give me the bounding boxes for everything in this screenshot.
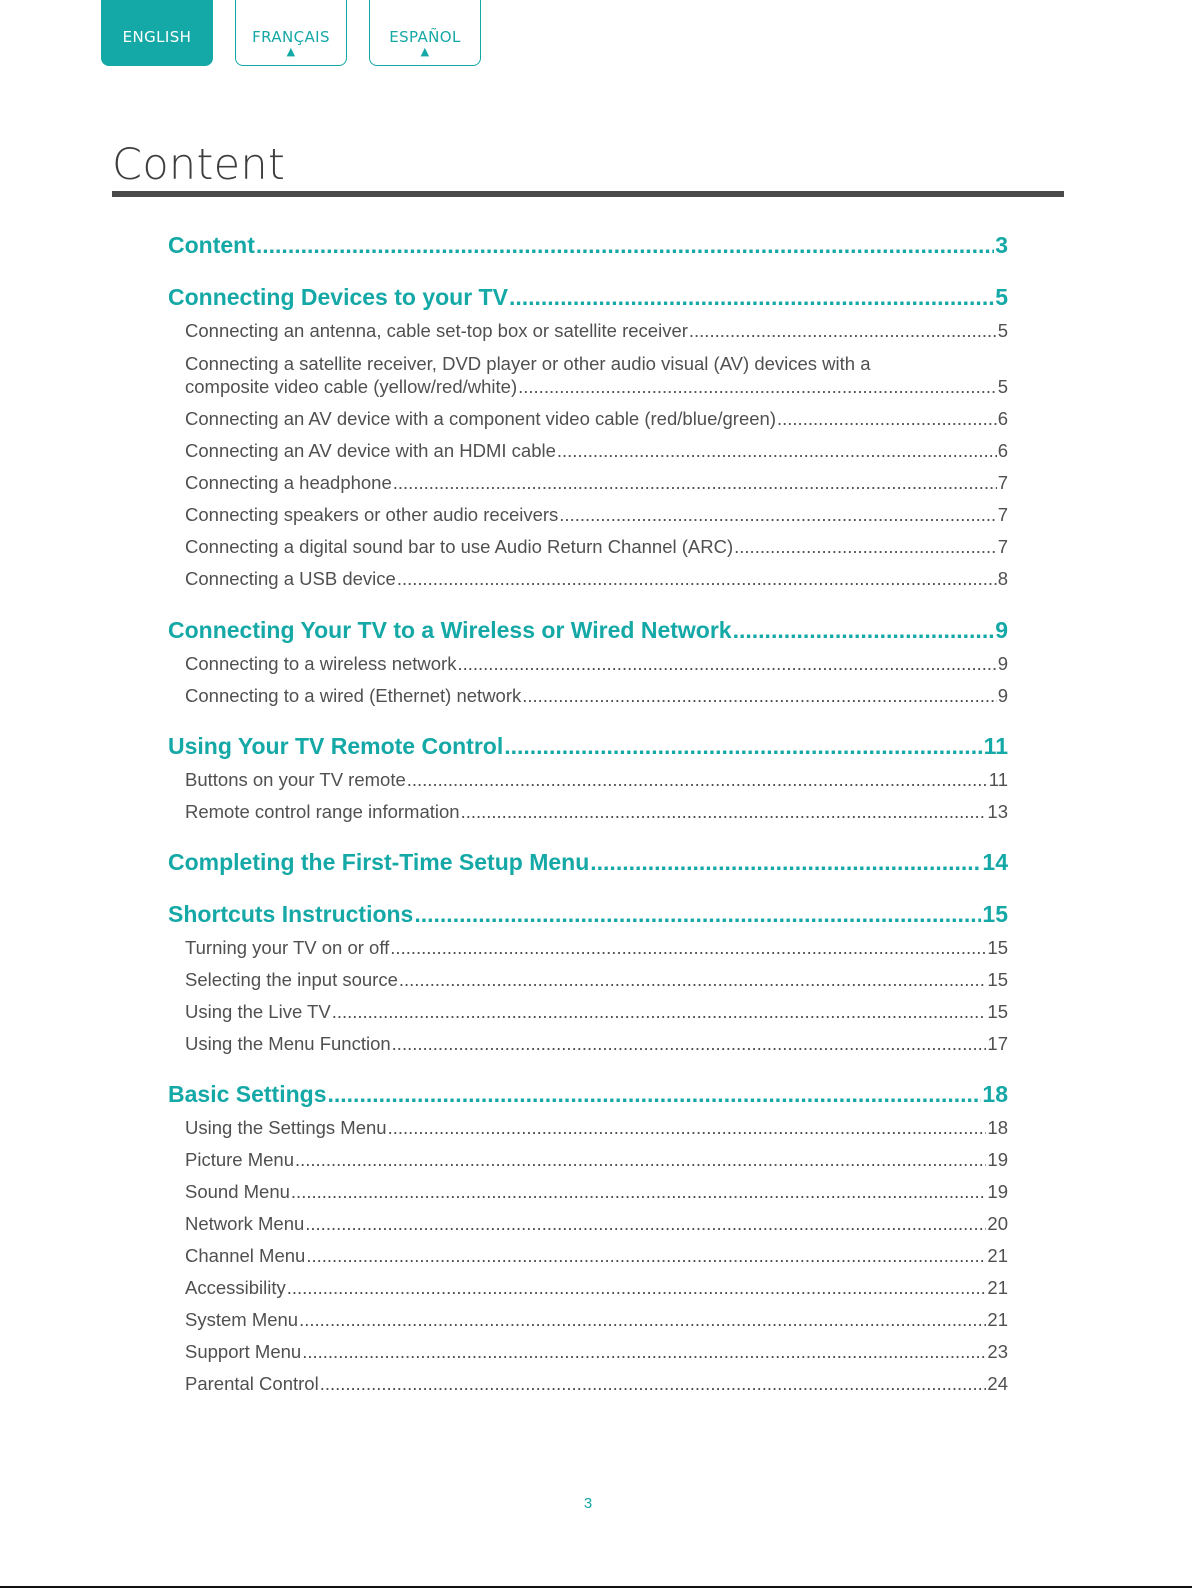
toc-item-title: Buttons on your TV remote (185, 769, 406, 790)
toc-item-page: 19 (987, 1149, 1008, 1170)
toc-section-page: 11 (983, 733, 1008, 759)
dot-leader (518, 376, 997, 398)
toc-item-title: Sound Menu (185, 1181, 290, 1202)
toc-item-page: 8 (997, 568, 1008, 589)
toc-item-page: 9 (997, 685, 1008, 706)
toc-item-title: Using the Menu Function (185, 1033, 391, 1054)
toc-item-link[interactable] (185, 320, 1008, 342)
toc-item-title: Connecting to a wireless network (185, 653, 457, 674)
toc-item-link[interactable] (185, 1277, 1008, 1299)
toc-section-title: Using Your TV Remote Control (168, 733, 504, 759)
toc-item-link[interactable] (185, 769, 1008, 791)
toc-item-page: 5 (997, 376, 1008, 397)
dot-leader (504, 733, 982, 760)
toc-item-title: Remote control range information (185, 801, 460, 822)
toc-section-link[interactable] (168, 1081, 1008, 1108)
toc-section-link[interactable] (168, 901, 1008, 928)
dot-leader (328, 1081, 982, 1108)
toc-item-title: Connecting a USB device (185, 568, 396, 589)
tab-french-label: FRANÇAIS (252, 28, 330, 46)
toc-section-link[interactable] (168, 617, 1008, 644)
dot-leader (390, 937, 986, 959)
toc-item-link[interactable] (185, 653, 1008, 675)
dot-leader (305, 1213, 986, 1235)
toc-item-link[interactable] (185, 685, 1008, 707)
toc-item-link[interactable] (185, 969, 1008, 991)
toc-item-title: Connecting a headphone (185, 472, 392, 493)
dot-leader (733, 617, 995, 644)
toc-item-page: 24 (987, 1373, 1008, 1394)
toc-item-page: 13 (987, 801, 1008, 822)
dot-leader (559, 504, 996, 526)
toc-item-link[interactable] (185, 1341, 1008, 1363)
dot-leader (393, 472, 997, 494)
toc-item-link[interactable] (185, 1181, 1008, 1203)
toc-item-page: 7 (997, 536, 1008, 557)
page-number: 3 (583, 1495, 593, 1512)
toc-section-title: Completing the First-Time Setup Menu (168, 849, 590, 875)
toc-item-title: Support Menu (185, 1341, 302, 1362)
up-arrow-icon: ▲ (420, 45, 430, 58)
toc-item-page: 15 (987, 969, 1008, 990)
toc-section-title: Basic Settings (168, 1081, 327, 1107)
toc-item-title: composite video cable (yellow/red/white) (185, 376, 518, 397)
toc-item-title: Accessibility (185, 1277, 286, 1298)
toc-item-title: Parental Control (185, 1373, 319, 1394)
toc-item-link[interactable] (185, 1245, 1008, 1267)
toc-item-title: Connecting an antenna, cable set-top box or satellite receiver (185, 320, 688, 341)
toc-item-page: 15 (987, 937, 1008, 958)
dot-leader (397, 568, 997, 590)
toc-item-title: Turning your TV on or off (185, 937, 390, 958)
dot-leader (332, 1001, 987, 1023)
toc-item-link[interactable] (185, 536, 1008, 558)
toc-item-link[interactable] (185, 376, 1008, 398)
toc-section-page: 15 (982, 901, 1008, 927)
toc-item-page: 11 (988, 769, 1008, 790)
toc-item-title-line: Connecting a satellite receiver, DVD player or other audio visual (AV) devices with a (185, 353, 871, 374)
toc-item-page: 17 (987, 1033, 1008, 1054)
toc-item-title: Connecting speakers or other audio receivers (185, 504, 559, 525)
toc-section-page: 3 (995, 232, 1008, 258)
toc-section-link[interactable] (168, 849, 1008, 876)
dot-leader (557, 440, 997, 462)
dot-leader (392, 1033, 987, 1055)
toc-item-title: Picture Menu (185, 1149, 294, 1170)
dot-leader (777, 408, 997, 430)
toc-item-page: 21 (987, 1309, 1008, 1330)
toc-section-title: Shortcuts Instructions (168, 901, 414, 927)
toc-item-title: Using the Live TV (185, 1001, 331, 1022)
toc-item-title: Channel Menu (185, 1245, 306, 1266)
dot-leader (407, 769, 988, 791)
toc-item-link[interactable] (185, 1213, 1008, 1235)
toc-section-title: Connecting Devices to your TV (168, 284, 508, 310)
dot-leader (295, 1149, 986, 1171)
toc-item-link[interactable] (185, 1117, 1008, 1139)
toc-item-title: System Menu (185, 1309, 299, 1330)
toc-item-page: 7 (997, 472, 1008, 493)
toc-section-page: 14 (982, 849, 1008, 875)
toc-item-page: 15 (987, 1001, 1008, 1022)
dot-leader (457, 653, 996, 675)
dot-leader (291, 1181, 987, 1203)
toc-item-title: Connecting a digital sound bar to use Audio Return Channel (ARC) (185, 536, 734, 557)
toc-section-page: 9 (995, 617, 1008, 643)
toc-item-link[interactable] (185, 937, 1008, 959)
toc-item-page: 23 (987, 1341, 1008, 1362)
toc-item-title: Connecting to a wired (Ethernet) network (185, 685, 522, 706)
toc-item-page: 9 (997, 653, 1008, 674)
dot-leader (399, 969, 987, 991)
toc-item-page: 21 (987, 1277, 1008, 1298)
up-arrow-icon: ▲ (286, 45, 296, 58)
dot-leader (256, 232, 994, 259)
toc-item-page: 6 (997, 408, 1008, 429)
dot-leader (414, 901, 981, 928)
toc-section-page: 5 (995, 284, 1008, 310)
toc-item-page: 7 (997, 504, 1008, 525)
toc-item-link[interactable] (185, 472, 1008, 494)
toc-section-link[interactable] (168, 232, 1008, 259)
toc-item-page: 21 (987, 1245, 1008, 1266)
dot-leader (306, 1245, 986, 1267)
dot-leader (734, 536, 997, 558)
toc-item-link[interactable] (185, 1001, 1008, 1023)
dot-leader (461, 801, 987, 823)
toc-item-page: 6 (997, 440, 1008, 461)
toc-item-title: Connecting an AV device with an HDMI cable (185, 440, 556, 461)
dot-leader (302, 1341, 986, 1363)
toc-section-page: 18 (982, 1081, 1008, 1107)
dot-leader (287, 1277, 987, 1299)
dot-leader (388, 1117, 987, 1139)
toc-item-link[interactable] (185, 440, 1008, 462)
toc-section-link[interactable] (168, 284, 1008, 311)
dot-leader (509, 284, 994, 311)
dot-leader (320, 1373, 987, 1395)
toc-item-page: 18 (987, 1117, 1008, 1138)
toc-section-title: Content (168, 232, 255, 258)
dot-leader (689, 320, 997, 342)
tab-english-label: ENGLISH (122, 28, 192, 46)
toc-section-link[interactable] (168, 733, 1008, 760)
toc-item-link[interactable] (185, 504, 1008, 526)
dot-leader (299, 1309, 986, 1331)
page-title: Content (112, 140, 286, 190)
toc-item-title: Network Menu (185, 1213, 305, 1234)
toc-item-page: 20 (987, 1213, 1008, 1234)
toc-item-link[interactable] (185, 1033, 1008, 1055)
toc-item-link[interactable] (185, 568, 1008, 590)
toc-item-link[interactable] (185, 801, 1008, 823)
toc-item-link[interactable] (185, 1373, 1008, 1395)
tab-spanish-label: ESPAÑOL (389, 28, 461, 46)
toc-item-link[interactable] (185, 1309, 1008, 1331)
toc-item-link[interactable] (185, 1149, 1008, 1171)
toc-item-title: Using the Settings Menu (185, 1117, 387, 1138)
toc-item-title: Connecting an AV device with a component video cable (red/blue/green) (185, 408, 776, 429)
toc-item-link[interactable] (185, 408, 1008, 430)
toc-item-page: 5 (997, 320, 1008, 341)
toc-item-title: Selecting the input source (185, 969, 398, 990)
toc-section-title: Connecting Your TV to a Wireless or Wired Network (168, 617, 732, 643)
dot-leader (590, 849, 981, 876)
dot-leader (522, 685, 996, 707)
toc-item-page: 19 (987, 1181, 1008, 1202)
